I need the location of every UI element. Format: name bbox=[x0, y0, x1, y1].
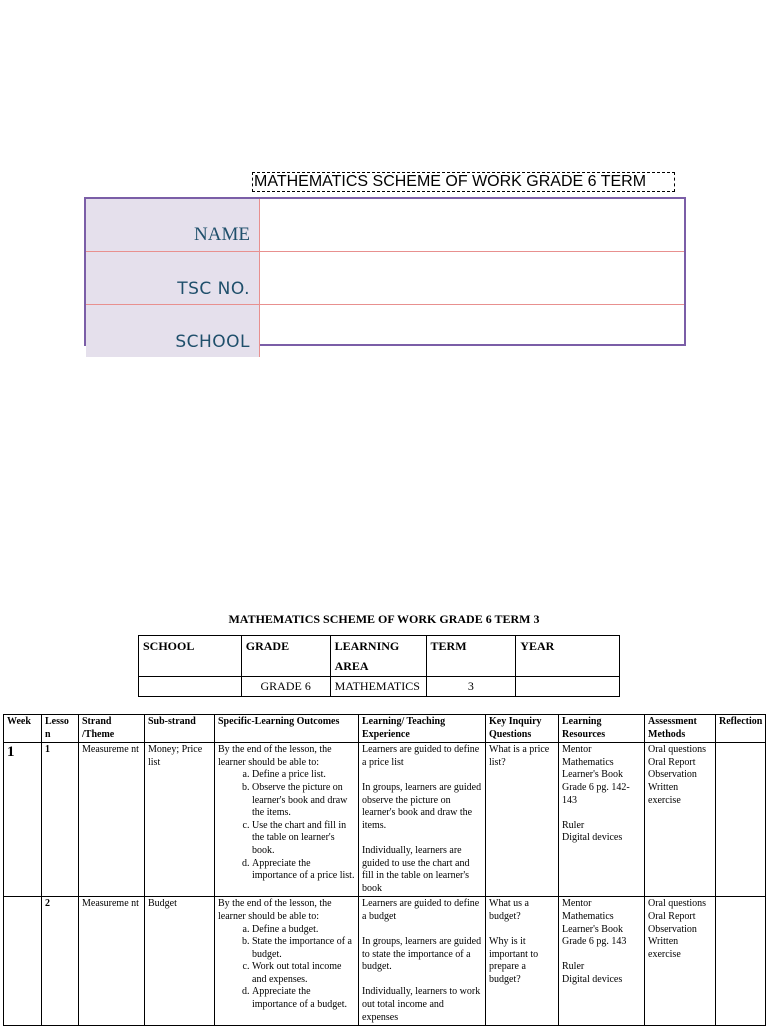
assessment-item: Oral questions bbox=[648, 744, 707, 756]
resource-item: Mentor Mathematics Learner's Book Grade 6 pg. 143 bbox=[562, 898, 627, 948]
experience-item: Individually, learners to work out total income and expenses bbox=[362, 986, 481, 1023]
school-label: SCHOOL bbox=[86, 305, 260, 358]
table-row bbox=[4, 897, 766, 1026]
outcome-item: b. Observe the picture on learner's book and draw the items. bbox=[252, 782, 355, 820]
table-row bbox=[4, 743, 766, 897]
question-item: Why is it important to prepare a budget? bbox=[489, 936, 539, 985]
experience-item: In groups, learners are guided to state the importance of a budget. bbox=[362, 936, 482, 973]
header-lesson: Lesso n bbox=[42, 715, 79, 743]
header-experience: Learning/ Teaching Experience bbox=[359, 715, 486, 743]
info-header-year: YEAR bbox=[516, 636, 620, 677]
experience-cell bbox=[359, 897, 486, 1026]
resource-item: Ruler bbox=[562, 819, 585, 831]
cover-title: MATHEMATICS SCHEME OF WORK GRADE 6 TERM bbox=[252, 172, 675, 192]
experience-item: Individually, learners are guided to use the chart and fill in the table on learner's book bbox=[362, 844, 470, 894]
lesson-number: 2 bbox=[45, 898, 50, 910]
reflection-cell[interactable] bbox=[716, 743, 766, 897]
resource-item: Digital devices bbox=[562, 832, 623, 844]
resources-cell bbox=[559, 897, 645, 1026]
resource-item: Ruler bbox=[562, 961, 585, 973]
week-number: 1 bbox=[7, 744, 15, 761]
tsc-no-label: TSC NO. bbox=[86, 252, 260, 305]
header-questions: Key Inquiry Questions bbox=[486, 715, 559, 743]
school-field[interactable] bbox=[260, 305, 685, 358]
header-week: Week bbox=[4, 715, 42, 743]
tsc-no-field[interactable] bbox=[260, 252, 685, 305]
outcome-item: b. State the importance of a budget. bbox=[252, 936, 355, 961]
document-title: MATHEMATICS SCHEME OF WORK GRADE 6 TERM 3 bbox=[228, 612, 540, 626]
outcome-item: d. Appreciate the importance of a price list. bbox=[252, 858, 355, 883]
assessment-cell bbox=[645, 743, 716, 897]
outcome-item: c. Use the chart and fill in the table on learner's book. bbox=[252, 820, 355, 858]
header-resources: Learning Resources bbox=[559, 715, 645, 743]
experience-cell bbox=[359, 743, 486, 897]
info-table bbox=[138, 635, 620, 697]
info-value-term: 3 bbox=[426, 677, 516, 697]
info-value-school bbox=[139, 677, 242, 697]
info-header-term: TERM bbox=[426, 636, 516, 677]
strand-cell: Measureme nt bbox=[79, 743, 145, 897]
info-header-learning-area: LEARNING AREA bbox=[330, 636, 426, 677]
resources-cell bbox=[559, 743, 645, 897]
resource-item: Mentor Mathematics Learner's Book Grade 6 pg. 142-143 bbox=[562, 744, 630, 806]
assessment-cell bbox=[645, 897, 716, 1026]
outcomes-intro: By the end of the lesson, the learner should be able to: bbox=[218, 898, 332, 922]
strand-cell: Measureme nt bbox=[79, 897, 145, 1026]
header-assessment: Assessment Methods bbox=[645, 715, 716, 743]
experience-item: Learners are guided to define a budget bbox=[362, 898, 480, 922]
assessment-item: Written exercise bbox=[648, 936, 681, 960]
outcomes-intro: By the end of the lesson, the learner should be able to: bbox=[218, 744, 332, 768]
assessment-item: Written exercise bbox=[648, 781, 681, 806]
info-value-learning-area: MATHEMATICS bbox=[330, 677, 426, 697]
info-header-school: SCHOOL bbox=[139, 636, 242, 677]
outcomes-cell bbox=[215, 743, 359, 897]
scheme-header-row bbox=[4, 715, 766, 743]
outcome-item: d. Appreciate the importance of a budget. bbox=[252, 986, 355, 1011]
assessment-item: Oral Report bbox=[648, 910, 696, 922]
questions-cell bbox=[486, 743, 559, 897]
assessment-item: Oral questions bbox=[648, 898, 707, 910]
info-value-year bbox=[516, 677, 620, 697]
cover-form bbox=[84, 197, 686, 352]
experience-item: In groups, learners are guided observe the picture on learner's book and draw the items. bbox=[362, 781, 482, 831]
outcome-item: a. Define a price list. bbox=[252, 769, 355, 782]
header-substrand: Sub-strand bbox=[145, 715, 215, 743]
info-value-grade: GRADE 6 bbox=[241, 677, 330, 697]
substrand-cell: Budget bbox=[145, 897, 215, 1026]
header-outcomes: Specific-Learning Outcomes bbox=[215, 715, 359, 743]
resource-item: Digital devices bbox=[562, 973, 623, 985]
name-field[interactable] bbox=[260, 199, 685, 252]
assessment-item: Oral Report bbox=[648, 756, 696, 768]
reflection-cell[interactable] bbox=[716, 897, 766, 1026]
questions-cell bbox=[486, 897, 559, 1026]
name-label: NAME bbox=[86, 199, 260, 252]
info-header-grade: GRADE bbox=[241, 636, 330, 677]
header-strand: Strand /Theme bbox=[79, 715, 145, 743]
assessment-item: Observation bbox=[648, 769, 697, 781]
lesson-number: 1 bbox=[45, 744, 50, 756]
assessment-item: Observation bbox=[648, 923, 697, 935]
question-item: What is a price list? bbox=[489, 744, 550, 768]
header-reflection: Reflection bbox=[716, 715, 766, 743]
scheme-table bbox=[3, 714, 766, 1026]
outcome-item: c. Work out total income and expenses. bbox=[252, 961, 355, 986]
substrand-cell: Money; Price list bbox=[145, 743, 215, 897]
outcome-item: a. Define a budget. bbox=[252, 924, 355, 937]
outcomes-cell bbox=[215, 897, 359, 1026]
experience-item: Learners are guided to define a price list bbox=[362, 744, 480, 768]
question-item: What us a budget? bbox=[489, 898, 529, 922]
